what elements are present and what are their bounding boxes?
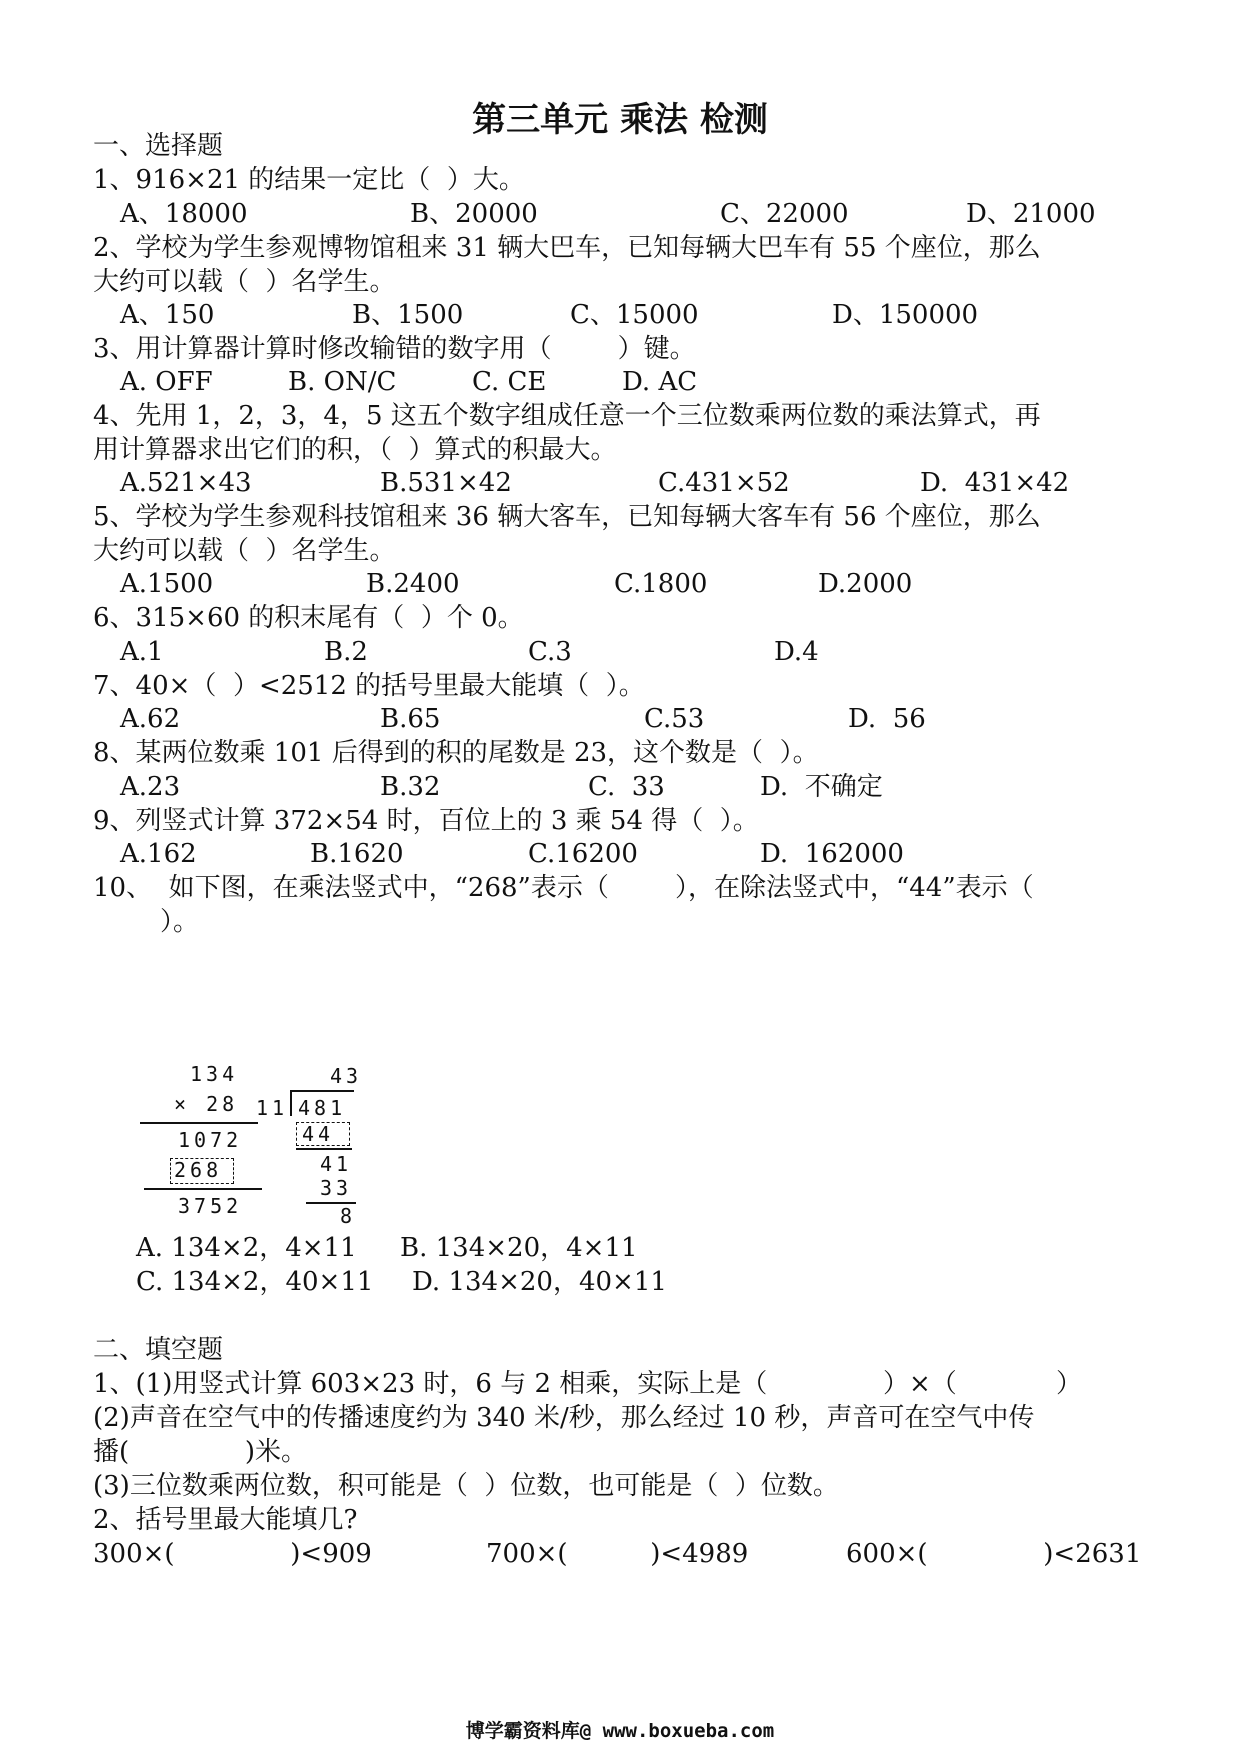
footer-watermark: 博学霸资料库@ www.boxueba.com (465, 1720, 775, 1742)
div-rule-1 (296, 1148, 352, 1150)
q10-text-line1: 10、 如下图，在乘法竖式中，“268”表示（ ），在除法竖式中，“44”表示（ (93, 873, 1034, 903)
div-subtract-2: 33 (320, 1176, 353, 1200)
q8-option-b: B.32 (380, 772, 441, 802)
fill-q2-item-2: 700×( )<4989 (486, 1539, 749, 1569)
mul-product: 3752 (178, 1194, 243, 1218)
div-quotient: 43 (330, 1064, 363, 1088)
q8-option-a: A.23 (120, 772, 181, 802)
q5-text-line1: 5、学校为学生参观科技馆租来 36 辆大客车，已知每辆大客车有 56 个座位，那么 (93, 502, 1041, 532)
q1-option-d: D、21000 (966, 199, 1096, 229)
div-divisor: 11 (256, 1096, 289, 1120)
q4-text-line1: 4、先用 1，2，3，4，5 这五个数字组成任意一个三位数乘两位数的乘法算式，再 (93, 401, 1041, 431)
q3-option-b: B. ON/C (288, 367, 397, 397)
q2-text-line1: 2、学校为学生参观博物馆租来 31 辆大巴车，已知每辆大巴车有 55 个座位，那么 (93, 233, 1041, 263)
div-remainder-1: 41 (320, 1152, 353, 1176)
q7-option-c: C.53 (644, 704, 705, 734)
q4-option-c: C.431×52 (658, 468, 790, 498)
q5-option-c: C.1800 (614, 569, 708, 599)
q10-option-a: A. 134×2，4×11 (136, 1233, 357, 1263)
q6-option-a: A.1 (120, 637, 164, 667)
fill-q1-part2-line1: (2)声音在空气中的传播速度约为 340 米/秒，那么经过 10 秒，声音可在空气中传 (93, 1403, 1035, 1433)
mul-multiplicand: 134 (190, 1062, 239, 1086)
q2-option-d: D、150000 (832, 300, 979, 330)
q10-option-c: C. 134×2，40×11 (136, 1267, 374, 1297)
q9-text: 9、列竖式计算 372×54 时，百位上的 3 乘 54 得（ ）。 (93, 806, 759, 836)
q3-option-c: C. CE (472, 367, 547, 397)
q4-option-d: D. 431×42 (920, 468, 1070, 498)
q4-option-a: A.521×43 (120, 468, 252, 498)
q2-option-c: C、15000 (570, 300, 699, 330)
q3-text: 3、用计算器计算时修改输错的数字用（ ）键。 (93, 334, 696, 364)
q1-option-b: B、20000 (410, 199, 538, 229)
q10-option-d: D. 134×20，40×11 (412, 1267, 667, 1297)
q6-text: 6、315×60 的积末尾有（ ）个 0。 (93, 603, 524, 633)
q9-option-b: B.1620 (310, 839, 404, 869)
q8-text: 8、某两位数乘 101 后得到的积的尾数是 23，这个数是（ ）。 (93, 738, 819, 768)
q9-option-d: D. 162000 (760, 839, 904, 869)
section2-heading: 二、填空题 (93, 1335, 224, 1365)
q4-option-b: B.531×42 (380, 468, 512, 498)
page-title: 第三单元 乘法 检测 (472, 100, 768, 140)
q8-option-d: D. 不确定 (760, 772, 883, 802)
q1-option-a: A、18000 (120, 199, 248, 229)
q1-text: 1、916×21 的结果一定比（ ）大。 (93, 165, 525, 195)
q1-option-c: C、22000 (720, 199, 849, 229)
section1-heading: 一、选择题 (93, 131, 224, 161)
q7-option-a: A.62 (120, 704, 181, 734)
q6-option-c: C.3 (528, 637, 572, 667)
div-dividend: 481 (298, 1096, 347, 1120)
q10-figure (130, 1062, 390, 1228)
q7-option-d: D. 56 (848, 704, 926, 734)
q3-option-d: D. AC (622, 367, 698, 397)
fill-q1-part2-line2: 播( )米。 (93, 1437, 307, 1467)
q10-text-line2: ）。 (160, 907, 200, 937)
fill-q2-item-3: 600×( )<2631 (846, 1539, 1142, 1569)
q7-text: 7、40×（ ）<2512 的括号里最大能填（ ）。 (93, 671, 645, 701)
mul-rule-1 (140, 1122, 258, 1124)
fill-q2-text: 2、括号里最大能填几? (93, 1505, 358, 1535)
q5-option-d: D.2000 (818, 569, 913, 599)
q9-option-c: C.16200 (528, 839, 638, 869)
div-remainder-2: 8 (340, 1204, 357, 1228)
q2-option-b: B、1500 (352, 300, 464, 330)
q2-text-line2: 大约可以载（ ）名学生。 (93, 267, 396, 297)
q9-option-a: A.162 (120, 839, 197, 869)
mul-partial-1: 1072 (178, 1128, 243, 1152)
div-bracket-side (290, 1090, 292, 1116)
q5-option-a: A.1500 (120, 569, 214, 599)
fill-q2-item-1: 300×( )<909 (93, 1539, 372, 1569)
q10-option-b: B. 134×20，4×11 (400, 1233, 638, 1263)
q3-option-a: A. OFF (120, 367, 213, 397)
fill-q1-part1: 1、(1)用竖式计算 603×23 时，6 与 2 相乘，实际上是（ ）×（ ） (93, 1369, 1082, 1399)
fill-q1-part3: (3)三位数乘两位数，积可能是（ ）位数，也可能是（ ）位数。 (93, 1471, 839, 1501)
q8-option-c: C. 33 (588, 772, 665, 802)
div-subtract-1: 44 (302, 1122, 335, 1146)
div-bracket-top (292, 1090, 354, 1092)
mul-rule-2 (144, 1188, 262, 1190)
q2-option-a: A、150 (120, 300, 215, 330)
q6-option-d: D.4 (774, 637, 819, 667)
mul-partial-2: 268 (174, 1158, 223, 1182)
mul-multiplier: × 28 (174, 1092, 239, 1116)
q4-text-line2: 用计算器求出它们的积，（ ）算式的积最大。 (93, 435, 617, 465)
q6-option-b: B.2 (324, 637, 368, 667)
q5-option-b: B.2400 (366, 569, 460, 599)
q5-text-line2: 大约可以载（ ）名学生。 (93, 536, 396, 566)
q7-option-b: B.65 (380, 704, 441, 734)
